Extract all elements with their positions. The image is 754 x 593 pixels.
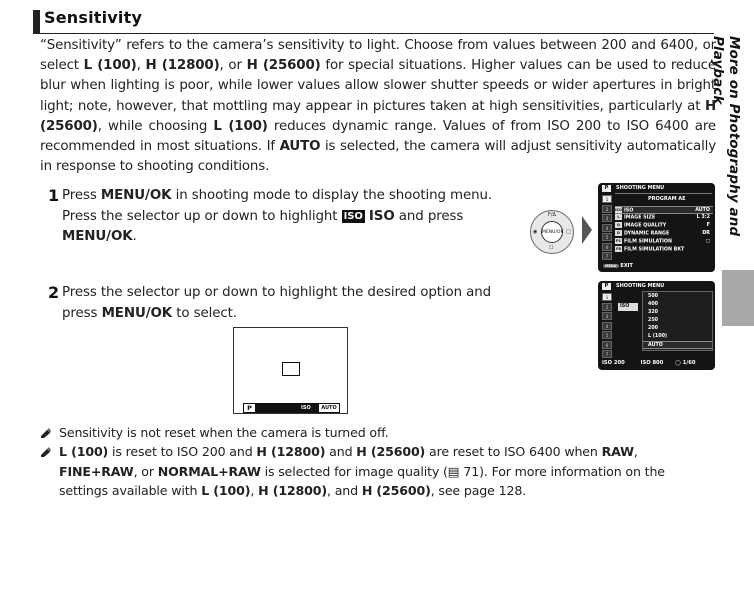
viewfinder-iso-icon: ISO <box>301 405 311 411</box>
menu-item-film-simulation[interactable]: FS FILM SIMULATION □ <box>616 239 710 245</box>
menu-tabs <box>602 195 612 262</box>
viewfinder-auto-icon: AUTO <box>318 403 340 413</box>
menu-list <box>615 206 713 256</box>
screen-status-bar: ISO 200 ISO 800 ◯ 1/60 <box>602 360 696 366</box>
menu-tab[interactable]: 1 <box>602 195 612 203</box>
intro-paragraph: “Sensitivity” refers to the camera’s sensitivity to light. Choose from values between 200 and 6400, or select L (100), H (12800), or H (25600) for special situations. Higher values can be used to reduce blur when lighting is poor, while lower values allow slower shutter speeds or wider apertures in bright light; note, however, that mottling may appear in pictures taken at high sensitivities, particularly at H (25600), while choosing L (100) reduces dynamic range. Values of from ISO 200 to ISO 6400 are recommended in most situations. If AUTO is selected, the camera will adjust sensitivity automatically in response to shooting conditions. <box>40 38 716 175</box>
menu-header: SHOOTING MENU <box>616 185 665 191</box>
selector-left-icon: ◉ <box>533 229 538 235</box>
note-item <box>40 423 716 443</box>
menu-tab[interactable]: 4 <box>602 322 612 330</box>
step-2-text: Press the selector up or down to highlight the desired option and press MENU/OK to select. <box>62 285 492 321</box>
menu-tab[interactable]: 7 <box>602 350 612 358</box>
step-1-text: Press MENU/OK in shooting mode to display the shooting menu. Press the selector up or down to highlight ISO ISO and press MENU/OK. <box>62 188 493 245</box>
menu-tab[interactable]: 2 <box>602 205 612 213</box>
menu-tab[interactable]: 6 <box>602 341 612 349</box>
arrow-right-icon <box>582 216 592 244</box>
shooting-menu-screen <box>598 183 715 272</box>
section-title: Sensitivity <box>44 8 143 27</box>
menu-exit-label[interactable]: MENU EXIT <box>605 263 633 269</box>
side-tab-label: More on Photography and Playback <box>710 36 742 237</box>
iso-option[interactable]: 250 <box>648 318 659 323</box>
status-shutter: 800 <box>652 360 664 366</box>
status-count: 1/60 <box>682 360 696 366</box>
note-item <box>40 442 716 501</box>
pencil-icon <box>40 446 52 458</box>
menu-tab[interactable]: 5 <box>602 233 612 241</box>
menu-tab[interactable]: 5 <box>602 331 612 339</box>
iso-option[interactable]: 500 <box>648 294 659 299</box>
menu-tab[interactable]: 3 <box>602 214 612 222</box>
iso-option[interactable]: 320 <box>648 310 659 315</box>
iso-option[interactable]: L (100) <box>648 334 668 339</box>
menu-ok-button-icon: MENU/OK <box>541 221 563 243</box>
book-icon: ▤ <box>447 463 460 479</box>
menu-item-image-quality[interactable]: Q IMAGE QUALITY F <box>617 223 710 229</box>
shooting-mode-icon: P <box>244 404 255 412</box>
menu-item-film-simulation-bkt[interactable]: FB FILM SIMULATION BKT <box>615 247 685 253</box>
iso-option-list <box>642 291 713 351</box>
menu-tab[interactable]: 1 <box>602 293 612 301</box>
status-iso: 200 <box>613 360 625 366</box>
iso-icon: ISO <box>343 210 363 222</box>
menu-header: SHOOTING MENU <box>616 283 665 289</box>
iso-option[interactable]: 400 <box>648 302 659 307</box>
note-text: L (100) is reset to ISO 200 and H (12800) and H (25600) are reset to ISO 6400 when RAW, FINE+RAW, or NORMAL+RAW is selected for image quality (▤ 71). For more information on the settings available with L (100), H (12800), and H (25600), see page 128. <box>59 444 665 499</box>
iso-menu-label: ISO <box>618 303 638 311</box>
menu-tab[interactable]: 6 <box>602 243 612 251</box>
selector-up-icon: F/Δ <box>548 212 556 218</box>
iso-option[interactable]: 200 <box>648 326 659 331</box>
menu-item-dynamic-range[interactable]: D DYNAMIC RANGE DR <box>615 230 713 238</box>
note-text: Sensitivity is not reset when the camera is turned off. <box>59 425 389 440</box>
section-marker <box>33 10 40 34</box>
iso-option-selected[interactable]: AUTO <box>643 341 712 349</box>
af-frame-icon <box>282 362 300 376</box>
side-tab-marker <box>722 270 754 326</box>
pencil-icon <box>40 427 52 439</box>
menu-item-iso[interactable]: ISO ISO AUTO <box>615 206 713 214</box>
iso-options-screen <box>598 281 715 370</box>
menu-tab[interactable]: 2 <box>602 303 612 311</box>
mode-icon: P <box>602 185 611 192</box>
selector-right-icon: □ <box>566 229 571 235</box>
step-2-number: 2 <box>48 283 60 302</box>
menu-tabs <box>602 293 612 360</box>
menu-mode-label: PROGRAM AE <box>648 196 686 202</box>
menu-tab[interactable]: 3 <box>602 312 612 320</box>
menu-item-image-size[interactable]: L IMAGE SIZE L 3:2 <box>615 214 713 222</box>
menu-tab[interactable]: 4 <box>602 224 612 232</box>
title-rule <box>33 33 714 34</box>
selector-down-icon: ☐ <box>549 245 554 251</box>
mode-icon: P <box>602 283 611 290</box>
menu-tab[interactable]: 7 <box>602 252 612 260</box>
step-1-number: 1 <box>48 186 60 205</box>
menu-header-rule <box>615 193 712 194</box>
